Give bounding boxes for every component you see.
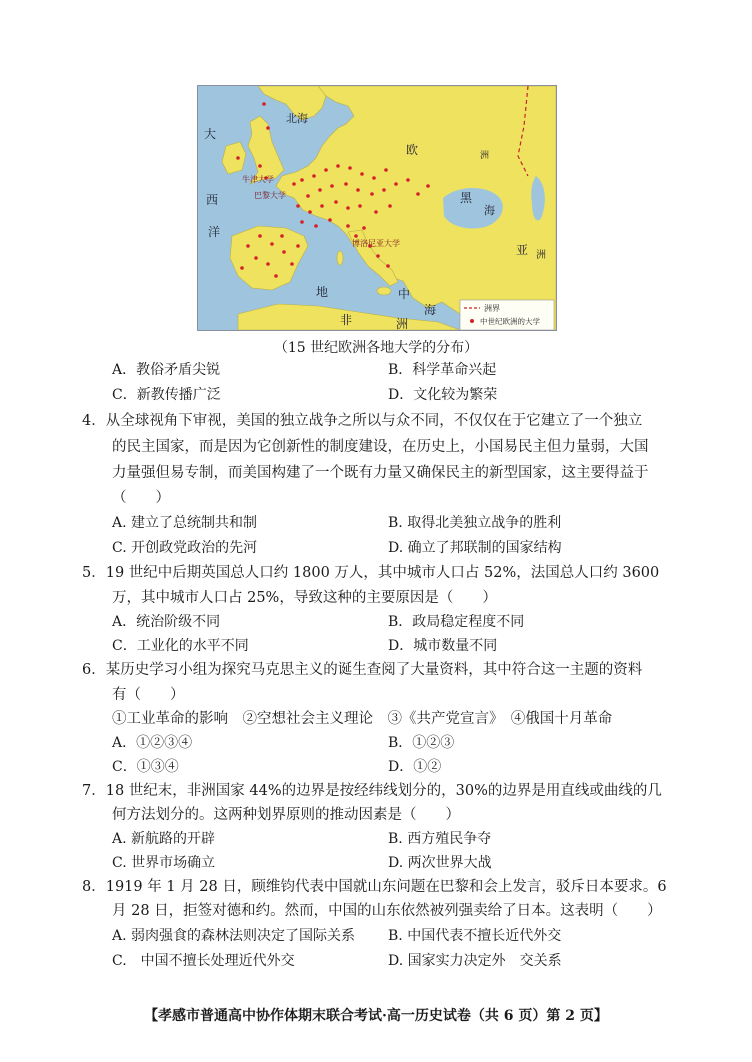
q5-option-d: D．城市数量不同: [388, 638, 498, 654]
map-label-atlantic-2: 西: [206, 193, 219, 207]
q4-stem-line-1: 4．从全球视角下审视，美国的独立战争之所以与众不同，不仅仅在于它建立了一个独立: [82, 413, 643, 429]
q7-option-a: A. 新航路的开辟: [112, 831, 216, 847]
map-label-europe-2: 洲: [480, 151, 490, 161]
map-label-africa-1: 非: [340, 313, 353, 327]
page-footer: 【孝感市普通高中协作体期末联合考试·高一历史试卷（共 6 页）第 2 页】: [144, 1008, 608, 1024]
q6-option-d: D．①②: [388, 759, 442, 775]
map-legend: [460, 300, 554, 330]
q7-stem-line-1: 7．18 世纪末，非洲国家 44%的边界是按经纬线划分的，30%的边界是用直线或曲线的几: [82, 783, 662, 799]
q4-option-c: C. 开创政党政治的先河: [112, 540, 258, 556]
q5-option-c: C．工业化的水平不同: [112, 638, 249, 654]
q4-stem-line-3: 力量强但易专制，而美国构建了一个既有力量又确保民主的新型国家，这主要得益于: [112, 465, 649, 481]
q8-stem-line-1: 8．1919 年 1 月 28 日，顾维钧代表中国就山东问题在巴黎和会上发言，驳斥日本要求。6: [82, 879, 667, 895]
map-label-med-3: 海: [424, 303, 437, 317]
map-label-paris: 巴黎大学: [254, 191, 286, 200]
map-label-africa-2: 洲: [396, 317, 409, 330]
map-label-asia-1: 亚: [516, 243, 529, 257]
map-label-atlantic-3: 洋: [208, 225, 221, 239]
q3-option-c: C．新教传播广泛: [112, 387, 221, 403]
q4-stem-line-4: （ ）: [112, 490, 170, 506]
q5-stem-line-1: 5．19 世纪中后期英国总人口约 1800 万人，其中城市人口占 52%，法国总人口约 3600: [82, 565, 660, 581]
q5-stem-line-2: 万，其中城市人口占 25%，导致这种的主要原因是（ ）: [112, 590, 497, 606]
map-label-europe-1: 欧: [406, 143, 419, 157]
q5-option-a: A．统治阶级不同: [112, 614, 221, 630]
map-label-atlantic-1: 大: [204, 127, 217, 141]
q3-option-b: B．科学革命兴起: [388, 362, 497, 378]
map-label-black-2: 海: [484, 204, 495, 217]
q6-option-a: A．①②③④: [112, 735, 193, 751]
map-label-north-sea: 北海: [286, 112, 308, 125]
map-label-med-2: 中: [398, 287, 411, 301]
map-label-med-1: 地: [316, 285, 329, 299]
q7-option-d: D. 两次世界大战: [388, 855, 492, 871]
q6-option-b: B．①②③: [388, 735, 455, 751]
q8-option-c: C. 中国不擅长处理近代外交: [112, 953, 295, 969]
q4-stem-line-2: 的民主国家，而是因为它创新性的制度建设，在历史上，小国易民主但力量弱，大国: [112, 439, 649, 455]
q6-stem-line-2: 有（ ）: [112, 687, 185, 703]
map-label-black-1: 黑: [460, 191, 473, 205]
q6-stem-line-1: 6．某历史学习小组为探究马克思主义的诞生查阅了大量资料，其中符合这一主题的资料: [82, 662, 643, 678]
q7-stem-line-2: 何方法划分的。这两种划界原则的推动因素是（ ）: [112, 807, 460, 823]
q7-option-c: C. 世界市场确立: [112, 855, 216, 871]
q8-option-a: A. 弱肉强食的森林法则决定了国际关系: [112, 928, 356, 944]
q3-option-d: D．文化较为繁荣: [388, 387, 498, 403]
q4-option-d: D. 确立了邦联制的国家结构: [388, 540, 562, 556]
q6-option-c: C．①③④: [112, 759, 179, 775]
map-label-bologna: 博洛尼亚大学: [352, 239, 400, 248]
q8-stem-line-2: 月 28 日，拒签对德和约。然而，中国的山东依然被列强卖给了日本。这表明（ ）: [112, 903, 662, 919]
q7-option-b: B. 西方殖民争夺: [388, 831, 492, 847]
land-ireland: [222, 142, 246, 174]
q8-option-d: D. 国家实力决定外 交关系: [388, 953, 562, 969]
q4-option-b: B. 取得北美独立战争的胜利: [388, 515, 562, 531]
map-caption: （15 世纪欧洲各地大学的分布）: [273, 340, 479, 356]
europe-universities-map: [197, 85, 557, 331]
map-label-oxford: 牛津大学: [242, 175, 274, 184]
q5-option-b: B．政局稳定程度不同: [388, 614, 525, 630]
map-label-asia-2: 洲: [536, 250, 546, 261]
q6-stem-line-3: ①工业革命的影响 ②空想社会主义理论 ③《共产党宣言》 ④俄国十月革命: [112, 711, 613, 727]
q4-option-a: A. 建立了总统制共和制: [112, 515, 258, 531]
q8-option-b: B. 中国代表不擅长近代外交: [388, 928, 562, 944]
legend-border: 洲界: [484, 304, 500, 313]
legend-univ: 中世纪欧洲的大学: [480, 317, 540, 326]
q3-option-a: A．教俗矛盾尖锐: [112, 362, 221, 378]
